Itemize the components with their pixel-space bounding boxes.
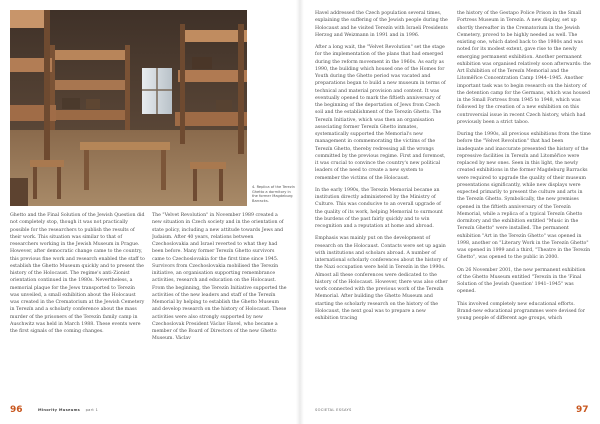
right-page-number: 97 <box>576 405 589 415</box>
paragraph: On 26 November 2001, the new permanent exhibition of the Ghetto Museum entitled "Terezín in the 'Final Solution of the Jewish Question' 1941–1945" was opened. <box>457 267 586 295</box>
paragraph: The "Velvet Revolution" in November 1989 created a new situation in Czech society and in the orientation of state policy, including a new attitude towards Jews and Judaism. After 40 years, relations between Czechoslovakia and Israel reverted to what they had been before. Many former Terezín Ghetto survivors came to Czechoslovakia for the first time since 1945. Survivors from Czechoslovakia mobilised the Terezín initiative, an organisation supporting remembrance activities, research and education on the Holocaust. From the beginning, the Terezín Initiative supported the activities of the new leaders and staff of the Terezín Memorial by helping to establish the Ghetto Museum and develop research on the history of Holocaust. These activities were also strongly supported by new Czechoslovak President Václav Havel, who became a member of the Board of Directors of the new Ghetto Museum. Václav <box>152 213 287 342</box>
running-head-part: part 1 <box>85 408 99 412</box>
paragraph: This involved completely new educational efforts. Brand-new educational programmes were devised for young people of different age groups, which <box>457 301 585 321</box>
paragraph: In the early 1990s, the Terezín Memorial became an institution directly administered by the Ministry of Culture. This was conducive to an overall upgrade of the quality of its work, helping Memorial to surmount the burdens of the past fairly quickly and to win recognition and a reputation at home and abroad. <box>315 187 443 229</box>
paragraph: After a long wait, the "Velvet Revolution" set the stage for the implementation of the plans that had emerged during the reform movement in the 1960s. As early as 1990, the building which housed one of the Homes for Youth during the Ghetto period was vacated and preparations began to build a new museum in terms of technical and material provision and content. It was eventually opened to mark the fiftieth anniversary of the beginning of the deportation of Jews from Czech soil and the establishment of the Terezín Ghetto. The Terezín Initiative, which was then an organisation associating former Terezín Ghetto inmates, systematically supported the Memorial's new management in commemorating the victims of the Terezín Ghetto, thereby redressing all the wrongs committed by the previous regime. First and foremost, it was crucial to convince the country's new political leaders of the need to create a new system to remember the victims of the Holocaust. <box>315 45 446 181</box>
paragraph: Ghetto and the Final Solution of the Jewish Question did not completely stop, though it was not practically possible for the researchers to publish the results of their work. This situation was similar to that of researchers working in the Jewish Museum in Prague. However, after democratic change came to the country, this previous fine work and research enabled the staff to establish the Ghetto Museum quickly and to present the history of the Holocaust. The regime's anti-Zionist orientation continued in the 1980s. Nevertheless, a memorial plaque for the Jews transported to Terezín was unveiled, a small exhibition about the Holocaust was created in the Crematorium at the Jewish Cemetery in Terezín and a scholarly conference about the mass murder of the prisoners of the Terezín family camp in Auschwitz was held in March 1988. These events were the first signals of the coming changes. <box>10 213 145 334</box>
paragraph: During the 1990s, all previous exhibitions from the time before the "Velvet Revolution" that had been inadequate and inaccurate presented the history of the repressive facilities in Terezín and Litoměřice were replaced by new ones. Seen in this light, the newly created exhibitions in the former Magdeburg Barracks were required to upgrade the quality of their museum presentations significantly, while new displays were expected primarily to present the culture and arts in the Terezín Ghetto. Symbolically, the new premises opened in the fiftieth anniversary of the Terezín Memorial, while a replica of a typical Terezín Ghetto dormitory and the exhibition entitled "Music in the Terezín Ghetto" were installed. The permanent exhibition "Art in the Terezín Ghetto" was opened in 1998, another on "Literary Work in the Terezín Ghetto" was opened in 1999 and a third, "Theatre in the Terezín Ghetto", was opened to the public in 2000. <box>457 132 591 261</box>
right-page-column-1 <box>315 10 449 402</box>
running-head-title: Minority Museums <box>38 408 81 412</box>
dormitory-photo <box>10 10 247 206</box>
paragraph: Havel addressed the Czech population several times, explaining the suffering of the Jewish people during the Holocaust and he visited Terezín with Israeli Presidents Herzog and Weizmann in 1991 and in 1996. <box>315 11 448 38</box>
photo-caption: 4. Replica of the Terezín Ghetto a dormitory in the former Magdeburg Barracks. <box>252 185 295 203</box>
left-page-number: 96 <box>10 405 23 415</box>
right-running-head: SOCIETAL ESSAYS <box>315 408 352 412</box>
paragraph: Emphasis was mainly put on the development of research on the Holocaust. Contacts were set up again with institutions and scholars abroad. A number of international scholarly conferences about the history of the Nazi occupation were held in Terezín in the 1990s. Almost all these conferences were dedicated to the history of the Holocaust. However, there was also other work connected with the previous work of the Terezín Memorial. After building the Ghetto Museum and starting the scholarly research on the history of the Holocaust, the next goal was to prepare a new exhibition tracing <box>315 236 448 321</box>
left-running-head <box>38 408 98 412</box>
page-gutter <box>296 0 304 424</box>
left-page-column-2 <box>152 212 288 400</box>
right-page-column-2 <box>457 10 591 402</box>
paragraph: the history of the Gestapo Police Prison in the Small Fortress Museum in Terezín. A new display, set up shortly thereafter in the Crematorium in the Jewish Cemetery, proved to be highly needed as well. The existing one, which dated back to the 1980s and was noted for its modest extent, gave rise to the newly emerging permanent exhibition. Another permanent exhibition was organised relatively soon afterwards: the Art Exhibition of the Terezín Memorial and the Litoměřice Concentration Camp 1944–1945. Another important task was to begin research on the history of the detention camp for the Germans, which was housed in the Small Fortress from 1945 to 1948, which was followed by the creation of a new exhibition on this controversial issue in recent Czech history, which had previously been a strict taboo. <box>457 11 591 125</box>
left-page-column-1 <box>10 212 145 400</box>
